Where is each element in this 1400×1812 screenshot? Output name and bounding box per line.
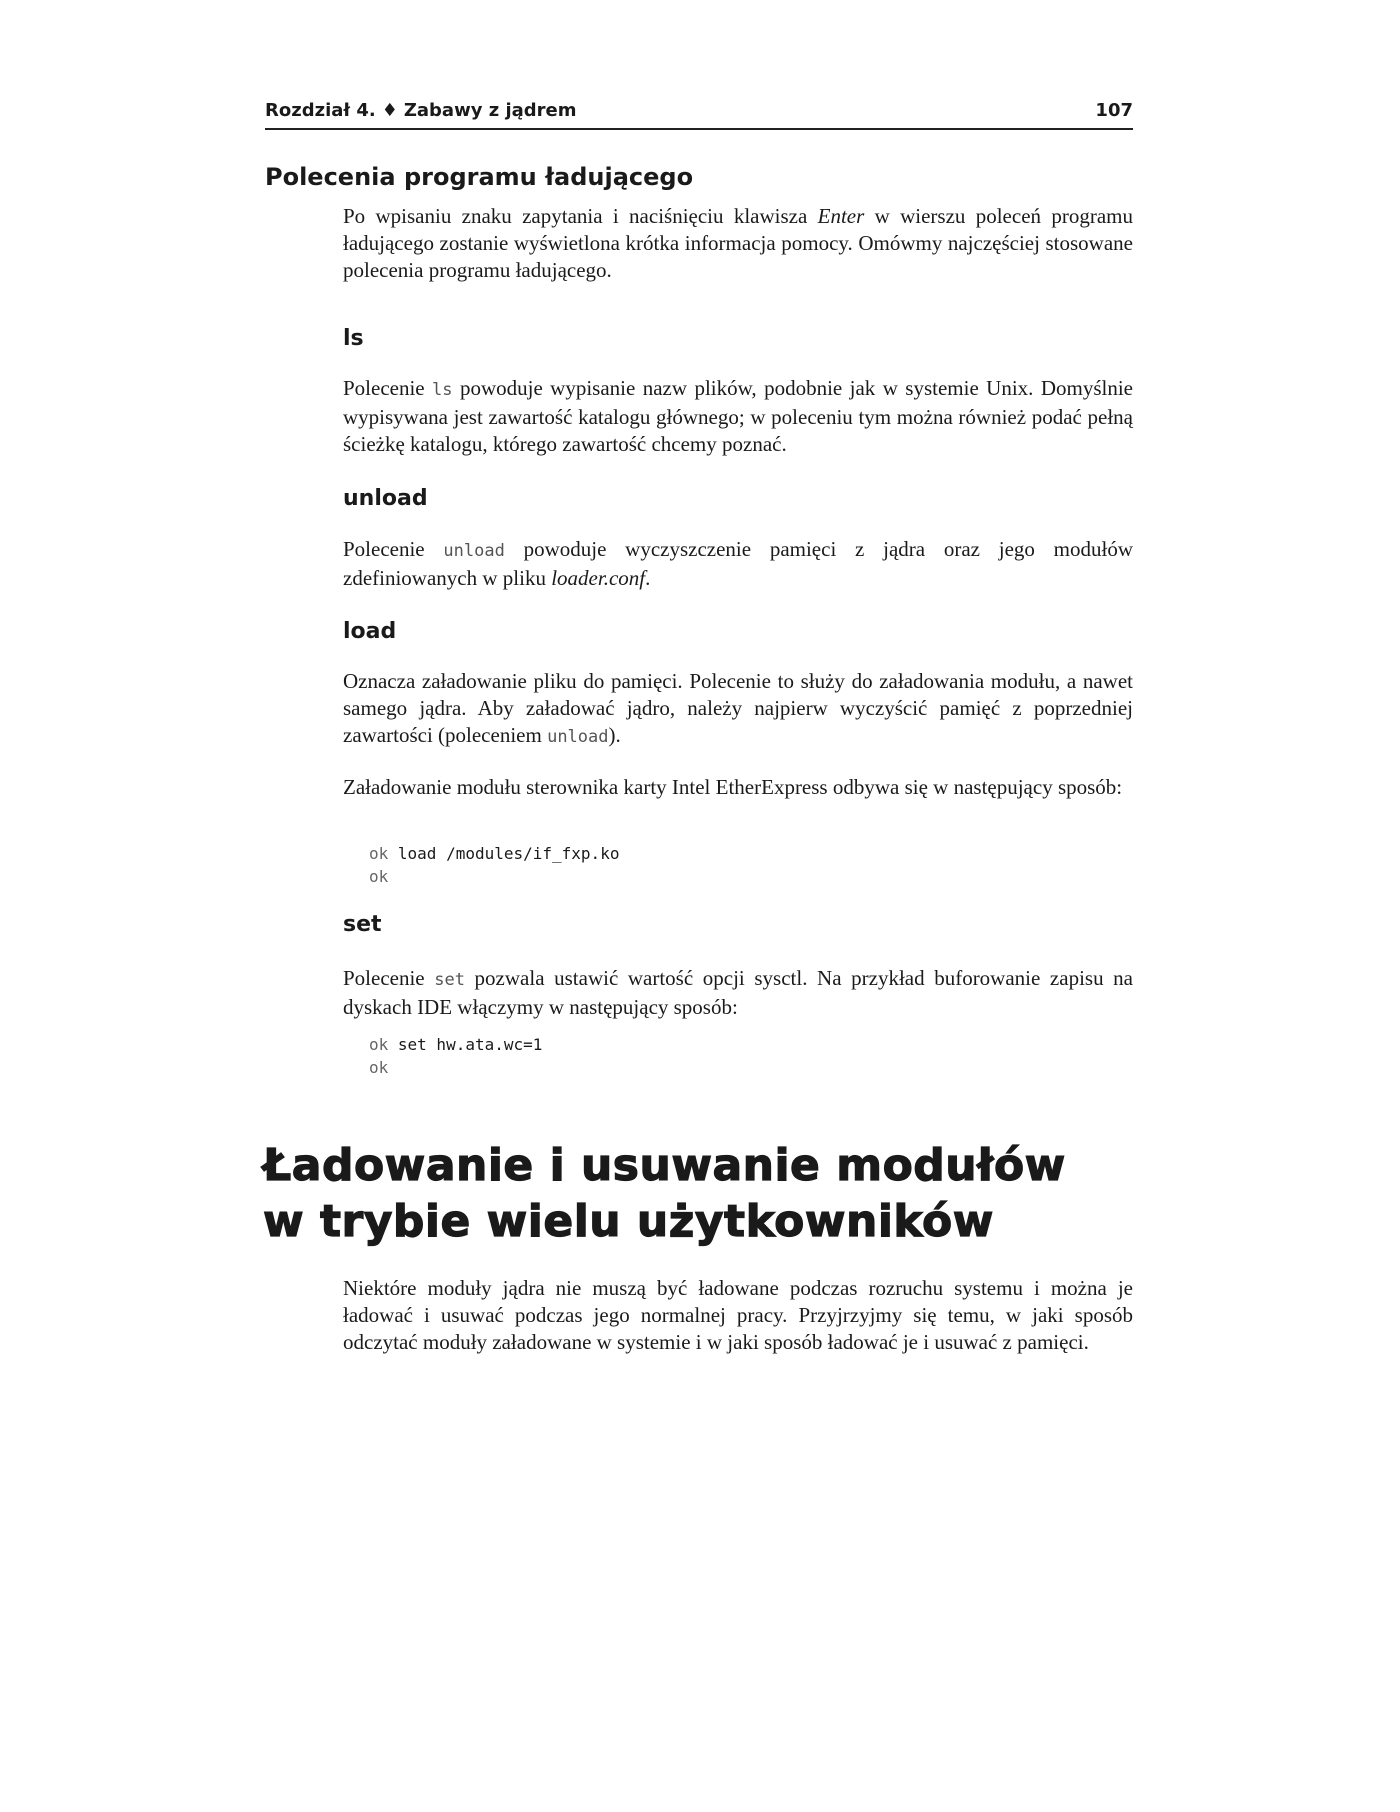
- paragraph-set: [343, 965, 1133, 1021]
- paragraph-ls: [343, 375, 1133, 458]
- code-command: load /modules/if_fxp.ko: [388, 844, 620, 863]
- text-run: ).: [608, 723, 621, 747]
- text-run: Polecenie: [343, 537, 444, 561]
- page-number: 107: [1095, 100, 1133, 121]
- text-run: w wierszu poleceń programu ładującego zostanie wyświetlona krótka informacja pomocy. Omówmy najczęściej stosowane polecenia programu ładującego.: [343, 204, 1133, 282]
- diamond-separator-icon: ♦: [381, 100, 398, 121]
- subheading-set: set: [343, 912, 382, 937]
- text-run: Oznacza załadowanie pliku do pamięci. Polecenie to służy do załadowania modułu, a nawet samego jądra. Aby załadować jądro, należy najpierw wyczyścić pamięć z poprzedniej zawartości (poleceniem: [343, 669, 1133, 747]
- inline-code-unload: unload: [547, 727, 609, 747]
- section-heading-loader-commands: Polecenia programu ładującego: [265, 163, 694, 191]
- inline-code-set: set: [434, 970, 465, 990]
- heading-line-2: w trybie wielu użytkowników: [263, 1196, 994, 1247]
- code-command: set hw.ata.wc=1: [388, 1035, 543, 1054]
- paragraph-load-2: Załadowanie modułu sterownika karty Intel EtherExpress odbywa się w następujący sposób:: [343, 775, 1123, 799]
- inline-code-unload: unload: [443, 541, 505, 561]
- heading-line-1: Ładowanie i usuwanie modułów: [263, 1140, 1066, 1191]
- text-run: .: [645, 566, 651, 590]
- text-run: Po wpisaniu znaku zapytania i naciśnięciu klawisza: [343, 204, 818, 228]
- header-chapter-title: [265, 100, 577, 121]
- text-run: Polecenie: [343, 966, 435, 990]
- key-name-enter: Enter: [817, 204, 865, 228]
- code-prompt: ok: [369, 1035, 389, 1054]
- running-header: [265, 98, 1133, 130]
- code-block-load: [369, 842, 619, 888]
- text-run: powoduje wypisanie nazw plików, podobnie jak w systemie Unix. Domyślnie wypisywana jest zawartość katalogu głównego; w poleceniu tym można również podać pełną ścieżkę katalogu, którego zawartość chcemy poznać.: [343, 376, 1133, 456]
- code-line: [369, 842, 619, 865]
- subheading-unload: unload: [343, 486, 428, 511]
- paragraph-load-1: [343, 668, 1133, 751]
- paragraph-loader-intro: [343, 203, 1133, 284]
- chapter-section-heading: [263, 1138, 1066, 1250]
- filename-loader-conf: loader.conf: [551, 566, 646, 590]
- code-prompt: ok: [369, 844, 389, 863]
- subheading-load: load: [343, 619, 397, 644]
- code-line: [369, 1056, 542, 1079]
- text-run: pozwala ustawić wartość opcji sysctl. Na przykład buforowanie zapisu na dyskach IDE włączymy w następujący sposób:: [343, 966, 1133, 1019]
- code-block-set: [369, 1033, 542, 1079]
- code-prompt: ok: [369, 867, 389, 886]
- paragraph-unload: [343, 536, 1133, 592]
- header-chapter-name: Zabawy z jądrem: [403, 100, 577, 121]
- text-run: Polecenie: [343, 376, 433, 400]
- paragraph-modules-intro: Niektóre moduły jądra nie muszą być ładowane podczas rozruchu systemu i można je ładować i usuwać podczas jego normalnej pracy. Przyjrzyjmy się temu, w jaki sposób odczytać moduły załadowane w systemie i w jaki sposób ładować je i usuwać z pamięci.: [343, 1276, 1133, 1354]
- code-line: [369, 1033, 542, 1056]
- text-run: powoduje wyczyszczenie pamięci z jądra oraz jego modułów zdefiniowanych w pliku: [343, 537, 1133, 590]
- inline-code-ls: ls: [432, 380, 453, 400]
- code-prompt: ok: [369, 1058, 389, 1077]
- subheading-ls: ls: [343, 326, 364, 351]
- code-line: [369, 865, 619, 888]
- header-chapter: Rozdział 4.: [265, 100, 376, 121]
